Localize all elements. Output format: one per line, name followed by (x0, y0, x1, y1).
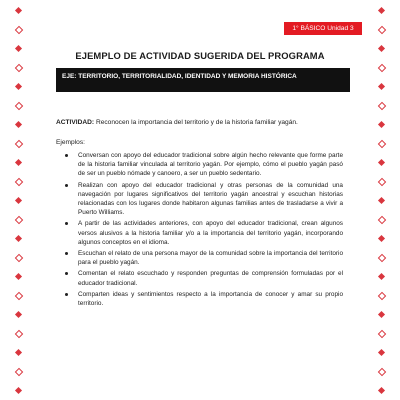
list-item (78, 290, 343, 308)
list-item-text: A partir de las actividades anteriores, con apoyo del educador tradicional, crean algunos versos alusivos a la historia familiar y/o a la importancia del territorio yagán, incorporando algunos conceptos en el idioma. (78, 220, 343, 246)
list-item-text: Comparten ideas y sentimientos respecto a la importancia de conocer y amar su propio territorio. (78, 290, 343, 308)
diamond-ornament-icon (15, 7, 22, 14)
list-item-text: Realizan con apoyo del educador tradicional y otras personas de la comunidad una navegación por lugares significativos del territorio yagán ancestral y escuchan historias relacionadas con los lugares donde habitaron algunas familias antes de trasladarse a vivir a Puerto Williams. (78, 181, 343, 217)
diamond-ornament-icon (15, 121, 22, 128)
bullet-icon (65, 252, 68, 255)
diamond-ornament-icon (378, 273, 385, 280)
diamond-ornament-icon (378, 159, 385, 166)
list-item (78, 249, 343, 267)
diamond-ornament-icon (378, 140, 386, 148)
examples-list (78, 151, 343, 310)
diamond-ornament-icon (15, 330, 23, 338)
examples-heading: Ejemplos: (56, 139, 85, 146)
diamond-ornament-icon (378, 311, 385, 318)
diamond-ornament-icon (15, 64, 23, 72)
activity-text: Reconocen la importancia del territorio y de la historia familiar yagán. (94, 119, 298, 126)
grade-unit-badge: 1° BÁSICO Unidad 3 (284, 22, 362, 35)
list-item-text: Escuchan el relato de una persona mayor de la comunidad sobre la importancia del territorio para el pueblo yagán. (78, 250, 343, 267)
bullet-icon (65, 154, 68, 157)
diamond-ornament-icon (378, 121, 385, 128)
list-item (78, 219, 343, 247)
diamond-ornament-icon (378, 254, 386, 262)
list-item (78, 269, 343, 287)
diamond-ornament-icon (15, 83, 22, 90)
bullet-icon (65, 184, 68, 187)
diamond-ornament-icon (378, 216, 386, 224)
page-title: EJEMPLO DE ACTIVIDAD SUGERIDA DEL PROGRAMA (75, 50, 325, 61)
diamond-ornament-icon (15, 349, 22, 356)
activity-label: ACTIVIDAD: (56, 119, 95, 126)
diamond-ornament-icon (15, 102, 23, 110)
axis-label: EJE: TERRITORIO, TERRITORIALIDAD, IDENTIDAD Y MEMORIA HISTÓRICA (62, 73, 297, 80)
bullet-icon (65, 293, 68, 296)
diamond-ornament-icon (378, 387, 385, 394)
bullet-icon (65, 222, 68, 225)
diamond-ornament-icon (378, 7, 385, 14)
diamond-ornament-icon (15, 216, 23, 224)
diamond-ornament-icon (15, 140, 23, 148)
diamond-ornament-icon (378, 197, 385, 204)
diamond-ornament-icon (15, 26, 23, 34)
list-item-text: Conversan con apoyo del educador tradicional sobre algún hecho relevante que forme parte de la historia familiar vinculada al territorio yagán. Por ejemplo, cómo el pueblo yagán pasó de ser un pueblo nómade y canoero, a ser un pueblo sedentario. (78, 152, 343, 178)
diamond-ornament-icon (378, 292, 386, 300)
axis-banner (56, 68, 350, 92)
diamond-ornament-icon (15, 368, 23, 376)
diamond-ornament-icon (15, 311, 22, 318)
diamond-ornament-icon (378, 368, 386, 376)
diamond-ornament-icon (378, 102, 386, 110)
diamond-ornament-icon (15, 235, 22, 242)
diamond-ornament-icon (15, 292, 23, 300)
diamond-ornament-icon (15, 159, 22, 166)
bullet-icon (65, 272, 68, 275)
diamond-ornament-icon (378, 64, 386, 72)
diamond-ornament-icon (15, 254, 23, 262)
diamond-ornament-icon (378, 26, 386, 34)
list-item-text: Comentan el relato escuchado y responden preguntas de comprensión formuladas por el educador tradicional. (78, 270, 343, 287)
diamond-ornament-icon (378, 235, 385, 242)
activity-statement (56, 118, 350, 127)
diamond-ornament-icon (378, 83, 385, 90)
list-item (78, 151, 343, 179)
diamond-ornament-icon (378, 330, 386, 338)
diamond-ornament-icon (15, 273, 22, 280)
diamond-ornament-icon (378, 349, 385, 356)
diamond-ornament-icon (15, 197, 22, 204)
diamond-ornament-icon (15, 178, 23, 186)
list-item (78, 181, 343, 218)
diamond-ornament-icon (378, 178, 386, 186)
diamond-ornament-icon (15, 387, 22, 394)
